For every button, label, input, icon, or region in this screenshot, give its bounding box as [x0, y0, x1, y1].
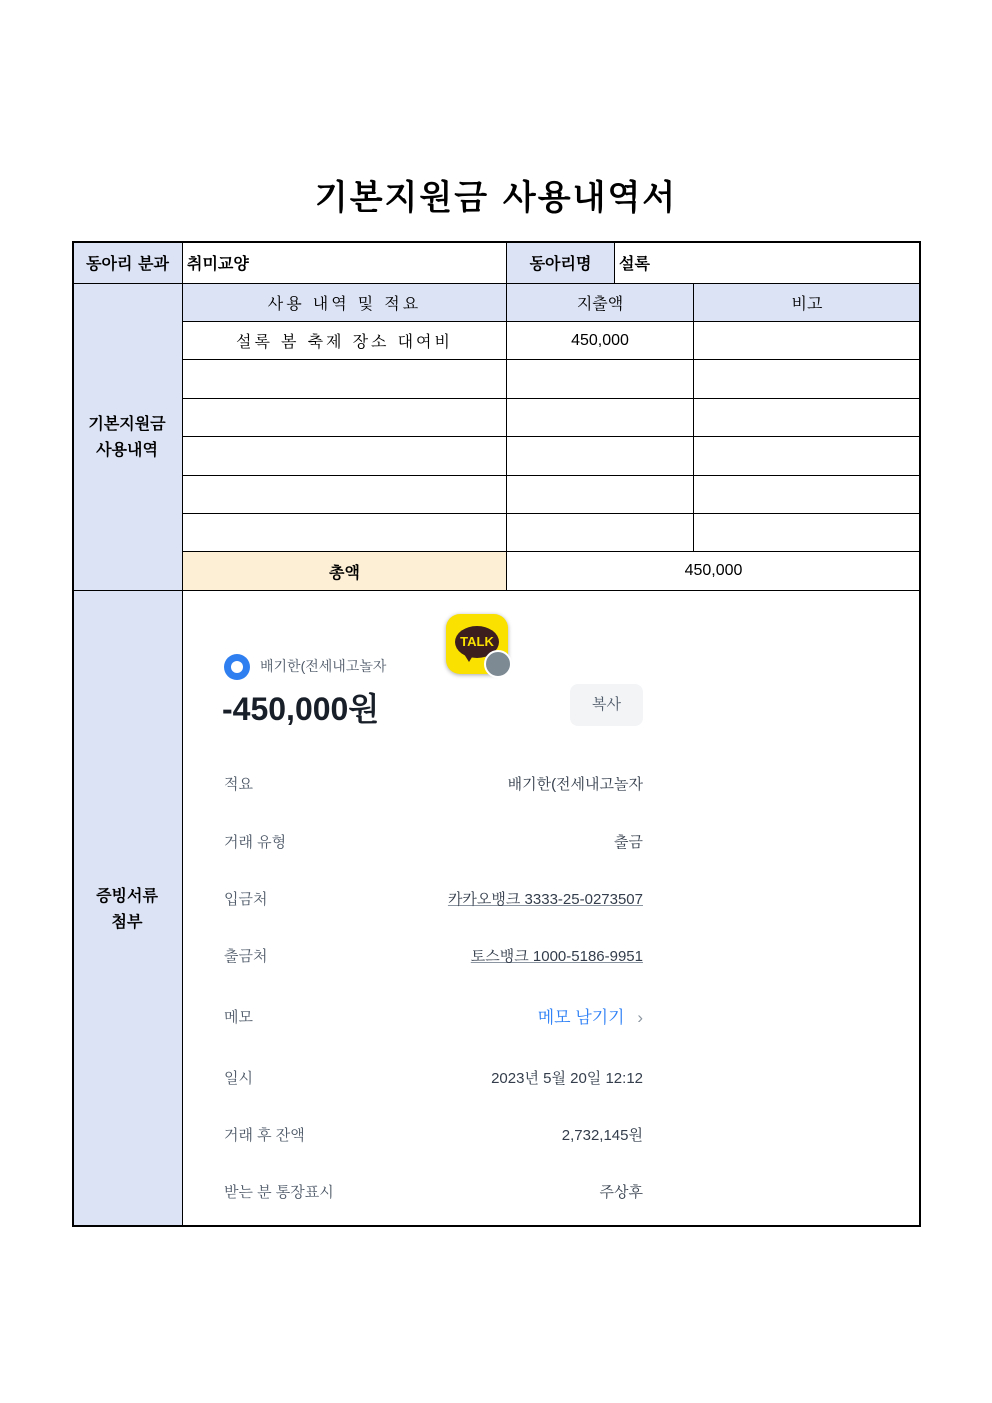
- row-amount: [507, 360, 694, 399]
- row-amount: [507, 399, 694, 437]
- page-title: 기본지원금 사용내역서: [314, 178, 678, 218]
- withdraw-account-link[interactable]: 토스뱅크 1000-5186-9951: [470, 948, 643, 965]
- row-amount: [507, 514, 694, 552]
- row-amount: [507, 476, 694, 514]
- row-note: [694, 360, 921, 399]
- field-value: 주상후: [599, 1184, 643, 1201]
- evidence-section-label: [72, 591, 183, 1227]
- club-name-label: 동아리명: [507, 241, 615, 284]
- talk-text: TALK: [460, 634, 494, 649]
- row-amount: [507, 437, 694, 476]
- row-note: [694, 399, 921, 437]
- field-label: 일시: [224, 1070, 253, 1087]
- field-value: 2,732,145원: [561, 1127, 643, 1144]
- row-description: [183, 476, 507, 514]
- row-note: [694, 476, 921, 514]
- memo-link-text: 메모 남기기: [537, 1008, 625, 1027]
- row-description: 설록 봄 축제 장소 대여비: [183, 322, 507, 360]
- category-label: 동아리 분과: [72, 241, 183, 284]
- field-value: 배기한(전세내고놀자: [507, 776, 643, 793]
- header-note: 비고: [694, 284, 921, 322]
- evidence-label-line2: 첨부: [111, 911, 143, 931]
- bank-logo-icon: [224, 654, 250, 680]
- header-amount: 지출액: [507, 284, 694, 322]
- field-label: 메모: [224, 1009, 253, 1026]
- row-description: [183, 514, 507, 552]
- row-description: [183, 399, 507, 437]
- copy-button[interactable]: 복사: [570, 684, 643, 726]
- total-label: 총액: [183, 552, 507, 591]
- mini-badge-icon: [484, 650, 512, 678]
- usage-section-label: [72, 284, 183, 591]
- row-note: [694, 437, 921, 476]
- row-note: [694, 514, 921, 552]
- leave-memo-link[interactable]: [538, 1003, 643, 1028]
- club-name-value: 설록: [615, 241, 921, 284]
- kakaotalk-badge-icon: [446, 614, 508, 674]
- field-value: 출금: [614, 834, 643, 851]
- usage-label-line2: 사용내역: [96, 440, 158, 459]
- field-label: 적요: [224, 776, 253, 793]
- usage-label-line1: 기본지원금: [88, 414, 166, 433]
- row-amount: 450,000: [507, 322, 694, 360]
- header-description: 사용 내역 및 적요: [183, 284, 507, 322]
- counterparty-name: 배기한(전세내고놀자: [260, 658, 387, 674]
- transfer-receipt: [184, 592, 919, 1225]
- row-description: [183, 437, 507, 476]
- evidence-label-line1: 증빙서류: [96, 885, 158, 905]
- transfer-amount: -450,000원: [222, 691, 380, 727]
- field-label: 거래 유형: [224, 834, 287, 851]
- chevron-right-icon: ›: [637, 1008, 643, 1027]
- row-note: [694, 322, 921, 360]
- field-label: 출금처: [224, 948, 268, 965]
- field-value: 2023년 5월 20일 12:12: [491, 1070, 643, 1087]
- field-label: 받는 분 통장표시: [224, 1184, 334, 1201]
- deposit-account-link[interactable]: 카카오뱅크 3333-25-0273507: [447, 891, 643, 908]
- total-value: 450,000: [507, 552, 921, 591]
- category-value: 취미교양: [183, 241, 507, 284]
- field-label: 입금처: [224, 891, 268, 908]
- field-label: 거래 후 잔액: [224, 1127, 305, 1144]
- row-description: [183, 360, 507, 399]
